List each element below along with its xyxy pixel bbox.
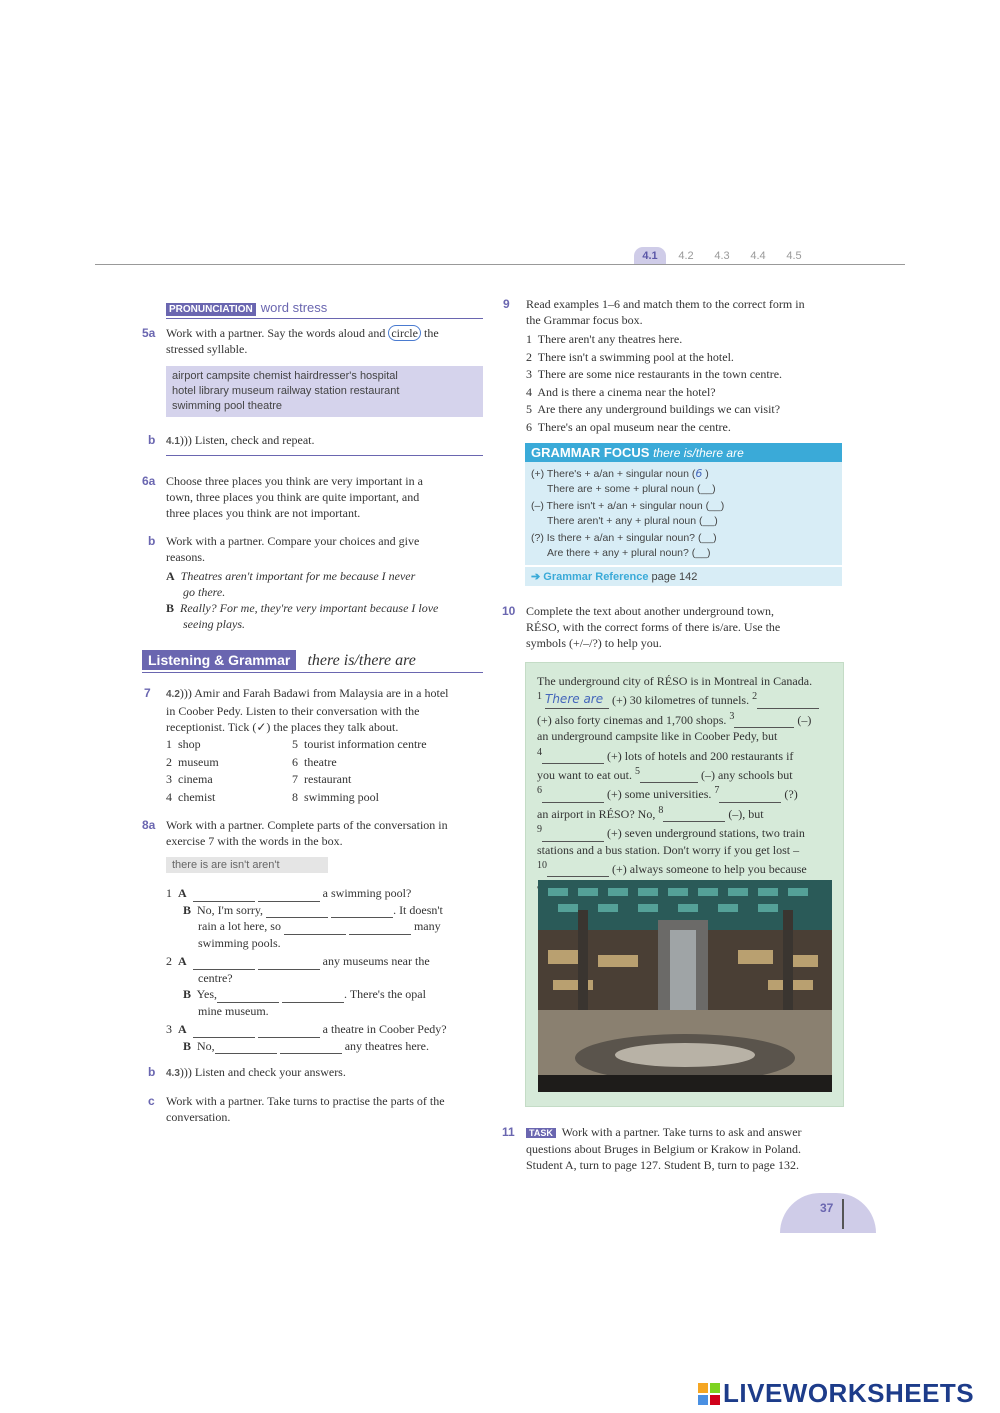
exercise-8b-instructions: 4.3))) Listen and check your answers. — [166, 1065, 346, 1079]
reso-text: The underground city of RÉSO is in Montreal in Canada. $^1$ There are (+) 30 kilometres of tunnels. $^2$ (+) also forty cinemas and 1,700 shops. $^3$ (–) an underground campsite like in Coober Pedy, but $^4$ (+) lots of hotels and 200 restaurants if you want to eat out. $^5$ (–) any schools but $^6$ (+) some universities. $^7$ (?) an airport in RÉSO? No, $^8$ (–), but $^9$ (+) seven underground stations, two train stations and a bus station. Don't worry if you get lost – $^{10}$ (+) always someone to help you because — [537, 673, 837, 894]
exercise-number: 8a — [142, 818, 156, 832]
exercise-number: 9 — [503, 297, 510, 311]
unit-tabs — [634, 247, 810, 265]
section-title: there is/there are — [307, 652, 416, 669]
gap-input[interactable]: There are — [545, 691, 609, 708]
exercise-7-instructions: 4.2))) Amir and Farah Badawi from Malaysia are in a hotel in Coober Pedy. Listen to their conversation with the receptionist. Tick (✓) the places they talk about. — [166, 686, 449, 734]
page-number-tab — [780, 1193, 876, 1233]
exercise-number: c — [148, 1094, 155, 1108]
words-box-grammar: there is are isn't aren't — [166, 857, 328, 873]
divider — [166, 318, 483, 319]
audio-icon: ))) — [179, 433, 192, 447]
audio-track: 4.1 — [166, 436, 180, 447]
exercise-8a-instructions: Work with a partner. Complete parts of the conversation in exercise 7 with the words in the box. — [166, 818, 448, 848]
list-item: 5 Are there any underground buildings we can visit? — [526, 402, 781, 416]
gap-input[interactable] — [282, 1002, 344, 1003]
gap-input[interactable] — [349, 934, 411, 935]
list-item: 8 swimming pool — [292, 789, 380, 804]
brand-name: LIVEWORKSHEETS — [723, 1378, 975, 1408]
exercise-6a-instructions: Choose three places you think are very important in a town, three places you think are quite important, and three places you think are not important. — [166, 474, 423, 520]
tab-4-1[interactable]: 4.1 — [634, 247, 666, 265]
liveworksheets-logo-icon — [698, 1383, 720, 1405]
exercise-8c-instructions: Work with a partner. Take turns to practise the parts of the conversation. — [166, 1094, 445, 1124]
words-box: airport campsite chemist hairdresser's hospital hotel library museum railway station restaurant swimming pool theatre — [166, 366, 483, 417]
divider — [166, 455, 483, 456]
listening-grammar-heading — [142, 650, 416, 670]
page-number: 37 — [820, 1201, 834, 1215]
exercise-5b-instructions: 4.1))) Listen, check and repeat. — [166, 433, 315, 447]
list-item: 5 tourist information centre — [292, 737, 427, 751]
tab-4-5[interactable]: 4.5 — [786, 250, 802, 262]
conversation-gaps: 1 A a swimming pool? B No, I'm sorry, . It doesn't rain a lot here, so many swimming pools. 2 A any museums near the centre? B Yes, . There's the opal mine museum. 3 A a theatre in Coober Pedy? B No, any theatres here. — [166, 886, 447, 1053]
grammar-reference-link[interactable]: ➔ Grammar Reference page 142 — [525, 567, 842, 586]
task-label: TASK — [526, 1128, 556, 1138]
gap-input[interactable] — [280, 1053, 342, 1054]
page-divider — [842, 1199, 844, 1229]
grammar-focus-box — [525, 443, 842, 586]
exercise-number: 7 — [144, 686, 151, 700]
exercise-6b-instructions: Work with a partner. Compare your choices and give reasons. — [166, 534, 420, 564]
tab-4-2[interactable]: 4.2 — [678, 250, 694, 262]
list-item: 6 There's an opal museum near the centre. — [526, 419, 731, 434]
dialogue-example: A Theatres aren't important for me because I never go there. B Really? For me, they're very important because I love seeing plays. — [166, 569, 439, 631]
brand-logo — [698, 1378, 974, 1409]
grammar-focus-body: (+) There's + a/an + singular noun (6 ) There are + some + plural noun (__) (–) There isn't + a/an + singular noun (__) There aren't + any + plural noun (__) (?) Is there + a/an + singular noun? (__) Are there + any + plural noun? (__) — [525, 462, 842, 565]
circle-word: circle — [388, 325, 421, 341]
tab-4-3[interactable]: 4.3 — [714, 250, 730, 262]
header-rule — [95, 264, 905, 265]
pronunciation-label: PRONUNCIATION — [166, 303, 256, 316]
list-item: 3 There are some nice restaurants in the town centre. — [526, 367, 783, 381]
gap-input[interactable] — [284, 934, 346, 935]
exercise-10-instructions: Complete the text about another underground town, RÉSO, with the correct forms of there is/are. Use the symbols (+/–/?) to help you. — [526, 604, 781, 650]
exercise-number: 6a — [142, 474, 156, 488]
pronunciation-title: word stress — [260, 300, 328, 315]
list-item: 4 chemist — [166, 789, 216, 804]
list-item: 1 There aren't any theatres here. — [526, 332, 683, 346]
audio-icon: ))) — [179, 1065, 192, 1079]
exercise-number: b — [148, 433, 156, 447]
examples-list — [526, 331, 846, 436]
exercise-number: 10 — [502, 604, 516, 618]
list-item: 7 restaurant — [292, 772, 352, 786]
exercise-number: 11 — [502, 1125, 515, 1139]
list-item: 6 theatre — [292, 754, 337, 769]
section-label: Listening & Grammar — [142, 650, 296, 670]
exercise-9-instructions: Read examples 1–6 and match them to the correct form in the Grammar focus box. — [526, 297, 805, 327]
gap-input[interactable] — [215, 1053, 277, 1054]
exercise-number: b — [148, 1065, 156, 1079]
grammar-focus-header: GRAMMAR FOCUS there is/there are — [525, 443, 842, 462]
tab-4-4[interactable]: 4.4 — [750, 250, 766, 262]
places-list-2 — [292, 736, 482, 806]
list-item: 4 And is there a cinema near the hotel? — [526, 384, 716, 399]
reso-text-panel — [525, 662, 844, 1107]
underground-mall-photo — [538, 880, 832, 1092]
exercise-5a-instructions: Work with a partner. Say the words aloud and circle the stressed syllable. — [166, 326, 439, 356]
exercise-11-instructions: TASK Work with a partner. Take turns to ask and answer questions about Bruges in Belgium or Krakow in Poland. Student A, turn to page 127. Student B, turn to page 132. — [526, 1125, 802, 1172]
exercise-number: 5a — [142, 326, 156, 340]
mall-photo-illustration — [538, 880, 832, 1092]
pronunciation-heading — [166, 297, 327, 316]
list-item: 3 cinema — [166, 772, 213, 786]
list-item: 1 shop — [166, 737, 201, 751]
exercise-number: b — [148, 534, 156, 548]
list-item: 2 There isn't a swimming pool at the hotel. — [526, 349, 734, 364]
divider — [142, 672, 483, 673]
list-item: 2 museum — [166, 754, 219, 769]
places-list-1 — [166, 736, 296, 806]
audio-icon: ))) — [179, 686, 192, 700]
gap-input[interactable] — [258, 969, 320, 970]
